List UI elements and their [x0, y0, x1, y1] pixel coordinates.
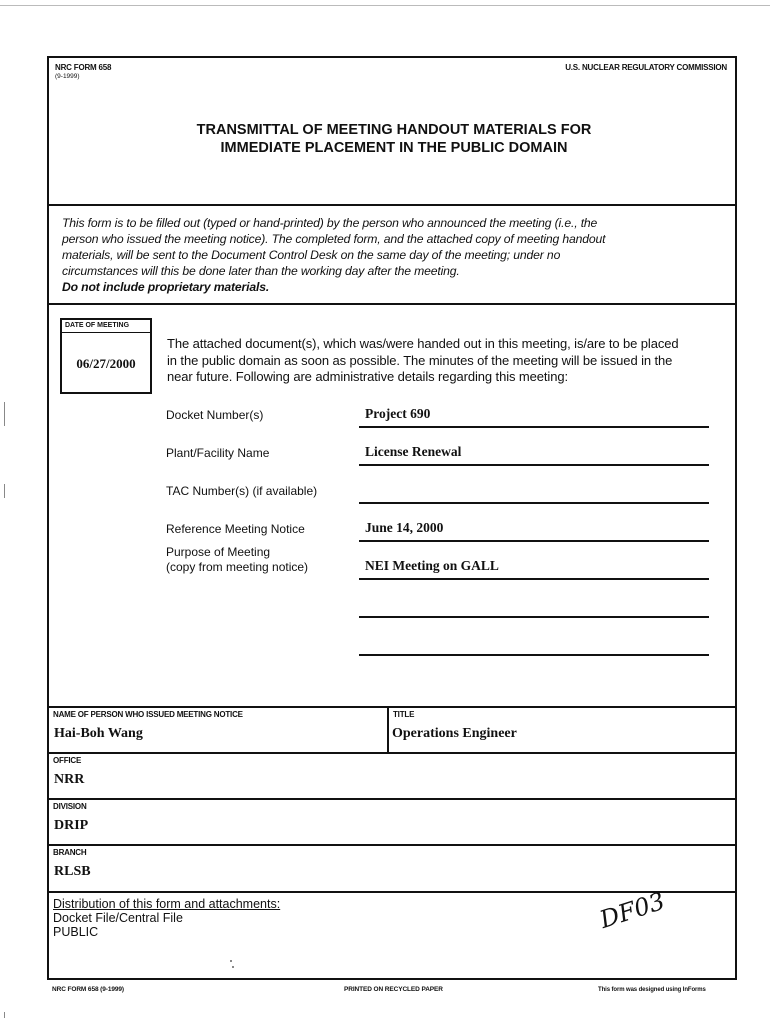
docket-underline	[359, 426, 709, 428]
scan-speck	[232, 966, 234, 968]
statement	[167, 336, 737, 386]
purpose-value: NEI Meeting on GALL	[365, 558, 499, 573]
footer-recycled: PRINTED ON RECYCLED PAPER	[344, 986, 443, 993]
distribution-line1: Docket File/Central File	[53, 911, 183, 925]
instructions-line1: This form is to be filled out (typed or hand-printed) by the person who announced the meeting (i.e., the	[62, 216, 598, 230]
office-value: NRR	[54, 772, 85, 787]
docket-label: Docket Number(s)	[166, 408, 264, 422]
divider-branch	[49, 844, 737, 846]
plant-value: License Renewal	[365, 444, 462, 459]
purpose-underline-2	[359, 616, 709, 618]
tac-label: TAC Number(s) (if available)	[166, 484, 318, 498]
instructions-line3: materials, will be sent to the Document Control Desk on the same day of the meeting; under no	[62, 248, 561, 262]
scan-margin-mark	[4, 1012, 5, 1018]
person-title-label: TITLE	[393, 710, 415, 719]
instructions-line4: circumstances will this be done later than the working day after the meeting.	[62, 264, 460, 278]
statement-line1: The attached document(s), which was/were handed out in this meeting, is/are to be placed	[167, 336, 679, 351]
meeting-date-value: 06/27/2000	[76, 356, 136, 371]
form-date: (9-1999)	[55, 73, 80, 80]
division-label: DIVISION	[53, 802, 87, 811]
divider-distribution	[49, 891, 737, 893]
distribution-heading: Distribution of this form and attachments:	[53, 897, 281, 911]
statement-line2: in the public domain as soon as possible. The minutes of the meeting will be issued in the	[167, 352, 673, 368]
meeting-date-label-line	[62, 332, 150, 333]
form-title-line1: TRANSMITTAL OF MEETING HANDOUT MATERIALS FOR	[196, 122, 592, 138]
purpose-underline-1	[359, 578, 709, 580]
purpose-label-2: (copy from meeting notice)	[166, 560, 309, 574]
plant-label: Plant/Facility Name	[166, 446, 270, 460]
form-title-line2: IMMEDIATE PLACEMENT IN THE PUBLIC DOMAIN	[220, 140, 568, 156]
agency-name: U.S. NUCLEAR REGULATORY COMMISSION	[565, 63, 727, 72]
purpose-underline-3	[359, 654, 709, 656]
reference-label: Reference Meeting Notice	[166, 522, 305, 536]
person-name-label: NAME OF PERSON WHO ISSUED MEETING NOTICE	[53, 710, 243, 719]
person-name-value: Hai-Boh Wang	[54, 726, 143, 741]
divider-division	[49, 798, 737, 800]
footer-designed: This form was designed using InForms	[598, 987, 706, 993]
divider-title	[49, 204, 737, 206]
form-number: NRC FORM 658	[55, 63, 112, 72]
person-title-separator	[387, 706, 389, 752]
divider-instructions	[49, 303, 737, 305]
docket-value: Project 690	[365, 406, 431, 421]
distribution-line2: PUBLIC	[53, 925, 99, 939]
branch-label: BRANCH	[53, 848, 87, 857]
instructions	[62, 215, 732, 295]
tac-underline	[359, 502, 709, 504]
scan-margin-mark	[4, 402, 5, 426]
nrc-form-658	[47, 56, 737, 980]
plant-underline	[359, 464, 709, 466]
person-title-value: Operations Engineer	[392, 726, 517, 741]
footer-form-ref: NRC FORM 658 (9-1999)	[52, 986, 124, 993]
office-label: OFFICE	[53, 756, 82, 765]
division-value: DRIP	[54, 818, 89, 833]
handwritten-note: DF03	[596, 886, 669, 934]
statement-line3: near future. Following are administrative details regarding this meeting:	[167, 369, 568, 384]
scan-speck	[230, 960, 232, 962]
instructions-line2: person who issued the meeting notice). The completed form, and the attached copy of meeting handout	[62, 232, 606, 246]
branch-value: RLSB	[54, 864, 91, 879]
divider-person	[49, 706, 737, 708]
scan-top-edge	[0, 5, 770, 6]
meeting-date-label: DATE OF MEETING	[65, 322, 130, 329]
divider-office	[49, 752, 737, 754]
reference-value: June 14, 2000	[365, 520, 444, 535]
purpose-label-1: Purpose of Meeting	[166, 545, 271, 559]
instructions-warning: Do not include proprietary materials.	[62, 280, 270, 294]
meeting-date-box	[60, 318, 152, 394]
scan-margin-mark	[4, 484, 5, 498]
reference-underline	[359, 540, 709, 542]
